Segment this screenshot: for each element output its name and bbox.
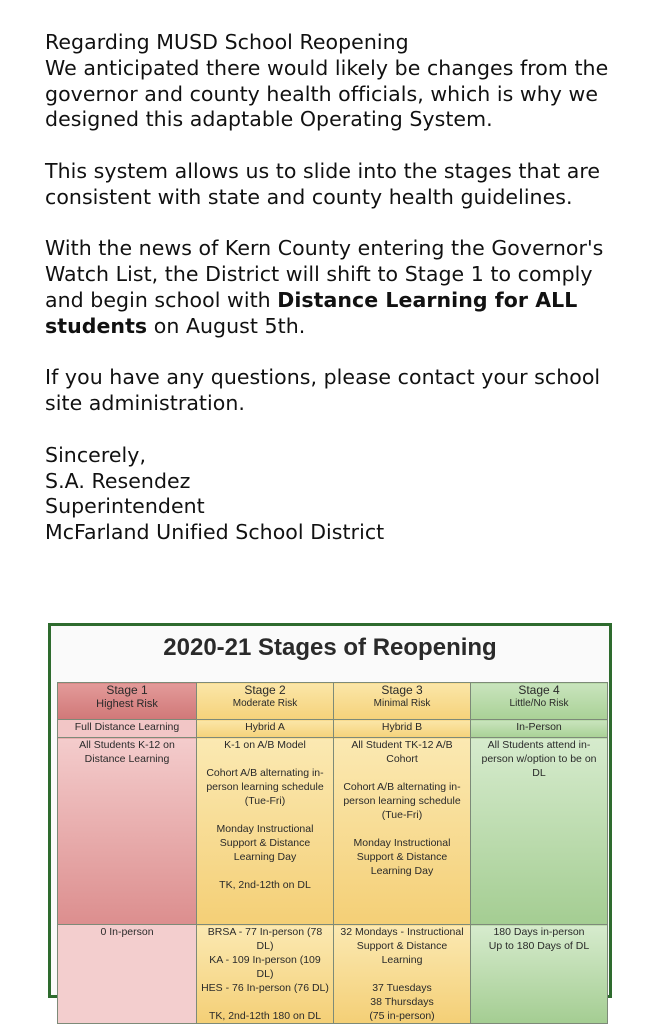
- stage-risk: Little/No Risk: [509, 698, 569, 709]
- cell-text-line: HES - 76 In-person (76 DL): [201, 982, 329, 994]
- cell-spacer: [200, 752, 330, 766]
- stages-table: [57, 682, 608, 1024]
- stage-name: Stage 2: [244, 683, 286, 697]
- stage-1-days: [58, 925, 197, 1024]
- signer-org: McFarland Unified School District: [45, 520, 385, 545]
- stage-4-header: [471, 683, 608, 720]
- cell-text-line: All Student TK-12 A/B Cohort: [351, 739, 453, 765]
- letter-paragraph-3: [45, 236, 635, 339]
- cell-text-line: TK, 2nd-12th on DL: [219, 879, 311, 891]
- stage-name: Stage 3: [381, 683, 423, 697]
- cell-text-line: K-1 on A/B Model: [224, 739, 306, 751]
- cell-text-line: All Students attend in-person w/option to be on DL: [481, 739, 597, 779]
- stage-2-days: [197, 925, 334, 1024]
- stage-1-header: [58, 683, 197, 720]
- cell-text-line: 180 Days in-person: [493, 926, 585, 938]
- letter-body: [45, 30, 635, 546]
- cell-spacer: [200, 995, 330, 1009]
- cell-spacer: [200, 864, 330, 878]
- cell-text-line: (75 in-person): [369, 1010, 435, 1022]
- cell-text-line: 38 Thursdays: [370, 996, 434, 1008]
- letter-paragraph-2: This system allows us to slide into the stages that are consistent with state and county health guidelines.: [45, 158, 601, 209]
- cell-text-line: Up to 180 Days of DL: [488, 940, 590, 952]
- stage-risk: Minimal Risk: [373, 698, 431, 709]
- cell-text-line: Cohort A/B alternating in-person learning schedule (Tue-Fri): [206, 767, 324, 807]
- stage-1-detail: [58, 738, 197, 925]
- cell-spacer: [337, 967, 467, 981]
- stage-4-detail: [471, 738, 608, 925]
- stages-figure: [48, 623, 612, 1022]
- stage-3-mode: Hybrid B: [334, 720, 471, 738]
- stage-2-header: [197, 683, 334, 720]
- stage-risk: Moderate Risk: [232, 698, 298, 709]
- cell-text-line: TK, 2nd-12th 180 on DL: [208, 1010, 322, 1022]
- stage-4-mode: In-Person: [471, 720, 608, 738]
- cell-text-line: BRSA - 77 In-person (78 DL): [207, 926, 323, 952]
- letter-paragraph-4: If you have any questions, please contact your school site administration.: [45, 365, 601, 416]
- letter-paragraph-1: We anticipated there would likely be changes from the governor and county health officials, which is why we designed this adaptable Operating System.: [45, 55, 609, 132]
- in-person-days-row: [58, 925, 608, 1024]
- stage-2-detail: [197, 738, 334, 925]
- para3-text-start: With the news of Kern County entering the Governor's Watch List, the District will shift to Stage 1 to comply and begin school with: [45, 236, 604, 312]
- cell-text-line: All Students K-12 on Distance Learning: [79, 739, 175, 765]
- cell-text-line: Monday Instructional Support & Distance Learning Day: [216, 823, 314, 863]
- para3-text-end: on August 5th.: [147, 313, 306, 338]
- plan-detail-row: [58, 738, 608, 925]
- closing: Sincerely,: [45, 442, 147, 467]
- stage-3-header: [334, 683, 471, 720]
- cell-text-line: 32 Mondays - Instructional Support & Distance Learning: [340, 926, 464, 966]
- cell-spacer: [200, 808, 330, 822]
- stage-header-row: [58, 683, 608, 720]
- stage-risk: Highest Risk: [96, 698, 158, 710]
- cell-text-line: 37 Tuesdays: [372, 982, 432, 994]
- stage-name: Stage 1: [106, 683, 148, 697]
- stage-3-detail: [334, 738, 471, 925]
- learning-mode-row: [58, 720, 608, 738]
- stage-1-mode: Full Distance Learning: [58, 720, 197, 738]
- letter-heading: Regarding MUSD School Reopening: [45, 30, 409, 54]
- figure-title: 2020-21 Stages of Reopening: [163, 634, 497, 661]
- signer-name: S.A. Resendez: [45, 468, 191, 493]
- cell-text-line: 0 In-person: [100, 926, 154, 938]
- cell-spacer: [337, 766, 467, 780]
- stage-name: Stage 4: [518, 683, 560, 697]
- cell-text-line: KA - 109 In-person (109 DL): [209, 954, 321, 980]
- cell-text-line: Cohort A/B alternating in-person learning schedule (Tue-Fri): [343, 781, 461, 821]
- stage-2-mode: Hybrid A: [197, 720, 334, 738]
- cell-text-line: Monday Instructional Support & Distance Learning Day: [353, 837, 451, 877]
- signer-title: Superintendent: [45, 494, 205, 519]
- stage-3-days: [334, 925, 471, 1024]
- stage-4-days: [471, 925, 608, 1024]
- cell-spacer: [337, 822, 467, 836]
- para3-bold-phrase: Distance Learning for ALL students: [45, 287, 578, 338]
